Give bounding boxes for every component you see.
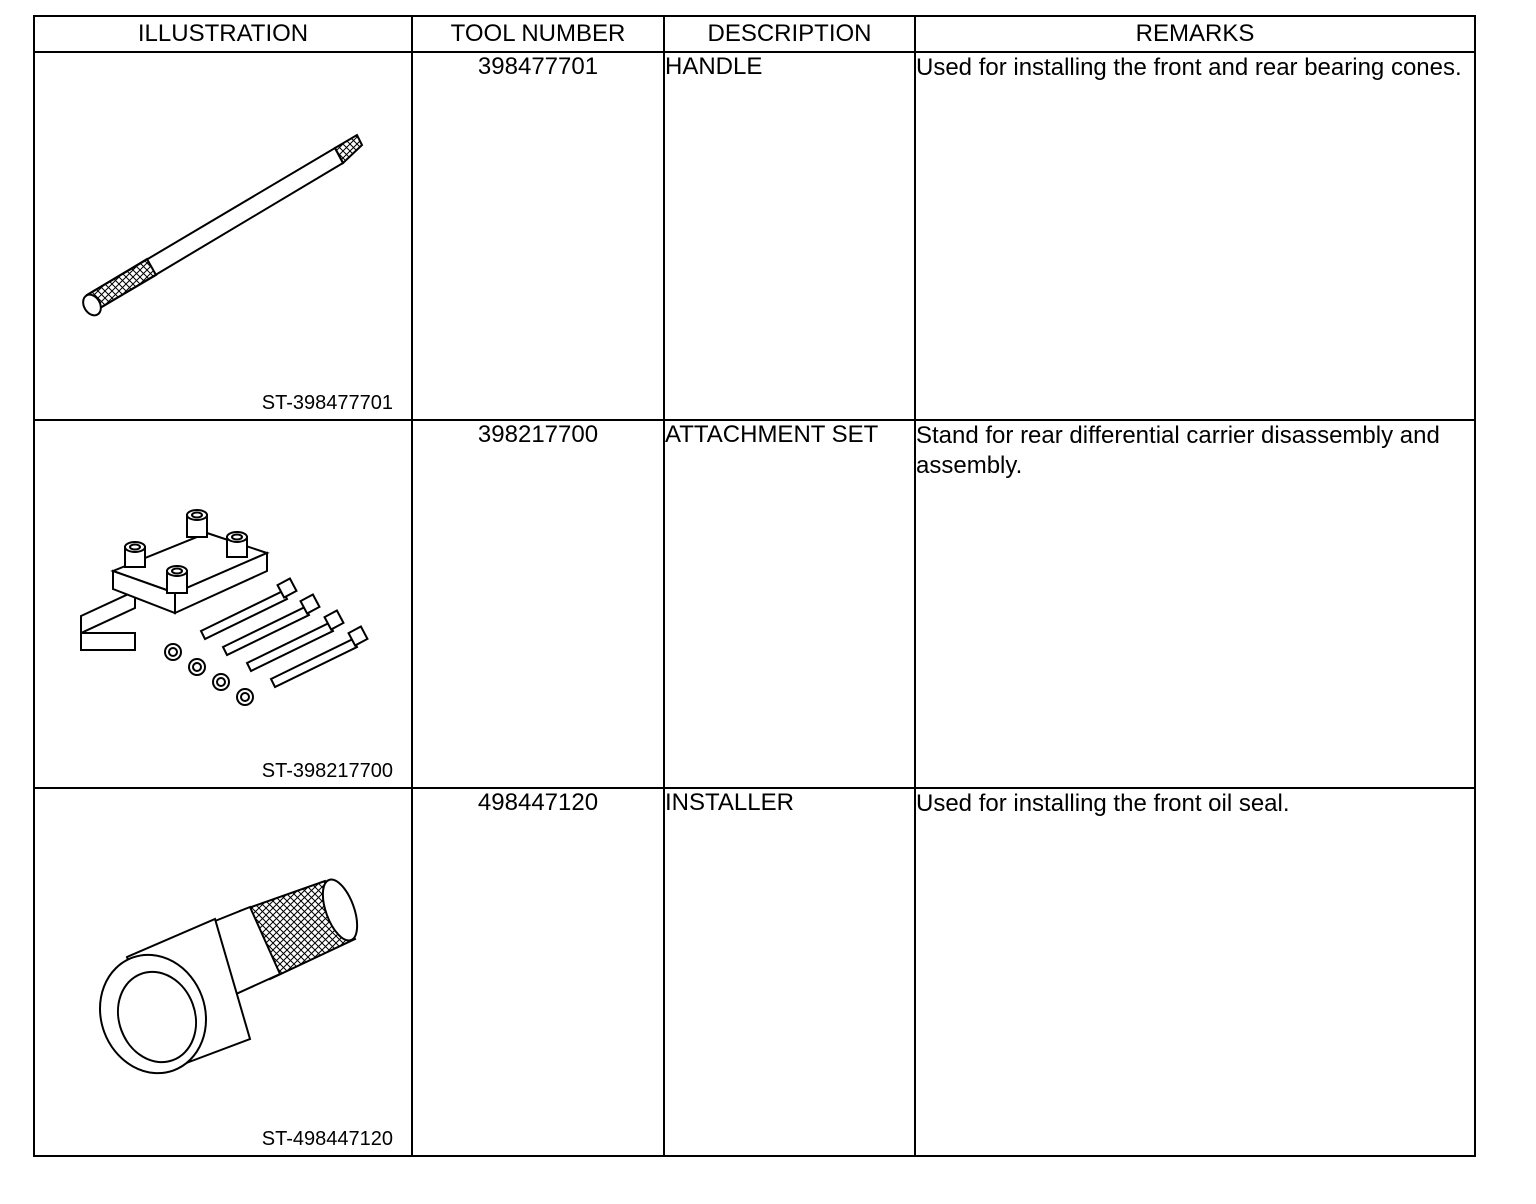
tool-description: ATTACHMENT SET (664, 420, 915, 788)
special-tools-table (33, 15, 1476, 1157)
tool-description: HANDLE (664, 52, 915, 420)
illustration-cell (34, 52, 412, 420)
header-remarks: REMARKS (915, 16, 1475, 52)
header-tool-number: TOOL NUMBER (412, 16, 664, 52)
illustration-caption: ST-398477701 (261, 392, 393, 414)
header-description: DESCRIPTION (664, 16, 915, 52)
attachment-set-illustration (35, 421, 411, 787)
tool-remarks: Used for installing the front and rear bearing cones. (915, 52, 1475, 420)
handle-illustration (35, 53, 411, 419)
table-row (34, 52, 1475, 420)
table-row (34, 420, 1475, 788)
illustration-caption: ST-498447120 (261, 1128, 393, 1150)
illustration-caption: ST-398217700 (261, 760, 393, 782)
tool-remarks: Stand for rear differential carrier disassembly and assembly. (915, 420, 1475, 788)
illustration-cell (34, 420, 412, 788)
tool-description: INSTALLER (664, 788, 915, 1156)
tool-number: 398217700 (412, 420, 664, 788)
tool-number: 398477701 (412, 52, 664, 420)
header-row (34, 16, 1475, 52)
header-illustration: ILLUSTRATION (34, 16, 412, 52)
illustration-cell (34, 788, 412, 1156)
installer-illustration (35, 789, 411, 1155)
table-row (34, 788, 1475, 1156)
tool-number: 498447120 (412, 788, 664, 1156)
tool-remarks: Used for installing the front oil seal. (915, 788, 1475, 1156)
